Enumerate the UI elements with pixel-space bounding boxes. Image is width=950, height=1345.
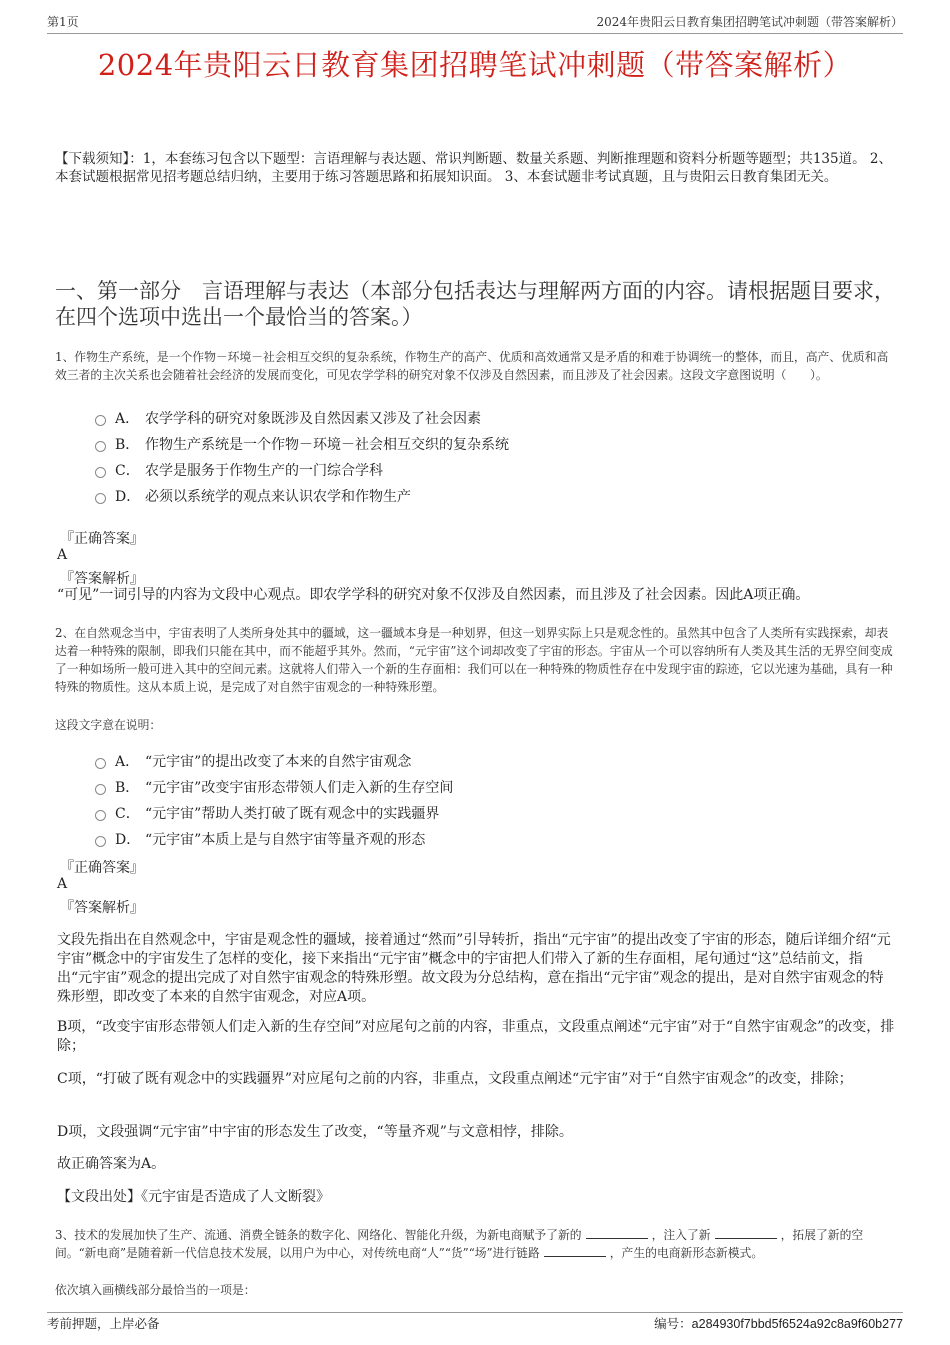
q2-answer-label: 『正确答案』 xyxy=(60,860,144,876)
option-text: 农学是服务于作物生产的一门综合学科 xyxy=(145,463,383,479)
q2-analysis-b: B项，“改变宇宙形态带领人们走入新的生存空间”对应尾句之前的内容，非重点，文段重点阐述“元宇宙”对于“自然宇宙观念”的改变，排除； xyxy=(57,1019,895,1054)
q1-analysis-label: 『答案解析』 xyxy=(60,571,144,587)
option-text: 农学学科的研究对象既涉及自然因素又涉及了社会因素 xyxy=(145,411,481,427)
blank-3[interactable] xyxy=(544,1246,606,1257)
option-letter: D． xyxy=(115,832,141,848)
q1-answer: A xyxy=(57,547,68,563)
q2-analysis-conclusion: 故正确答案为A。 xyxy=(57,1156,166,1172)
q1-option-c[interactable] xyxy=(95,460,383,480)
source-title: 《元宇宙是否造成了人文断裂》 xyxy=(141,1189,330,1205)
option-text: 必须以系统学的观点来认识农学和作物生产 xyxy=(145,489,411,505)
q1-answer-label: 『正确答案』 xyxy=(60,531,144,547)
q2-option-a[interactable] xyxy=(95,751,411,771)
radio-icon[interactable] xyxy=(95,784,106,795)
radio-icon[interactable] xyxy=(95,758,106,769)
option-letter: B． xyxy=(115,780,140,796)
question-3-stem xyxy=(55,1226,895,1262)
page-header xyxy=(47,13,903,34)
question-2-stem: 2、在自然观念当中，宇宙表明了人类所身处其中的疆域，这一疆域本身是一种划界，但这一划界实际上只是观念性的。虽然其中包含了人类所有实践探索，却表达着一种特殊的限制，即我们只能在其中，而不能超乎其外。然而，“元宇宙”这个词却改变了宇宙的形态。宇宙从一个可以容纳所有人类及其生活的无界空间变成了一种如场所一般可进入其中的空间元素。这就将人们带入一个新的生存面相：我们可以在一种特殊的物质性存在中发现宇宙的踪迹，它以光速为基础，具有一种特殊的物质性。这从本质上说，是完成了对自然宇宙观念的一种特殊形塑。 xyxy=(55,626,893,694)
section-heading: 一、第一部分 言语理解与表达（本部分包括表达与理解两方面的内容。请根据题目要求，在四个选项中选出一个最恰当的答案。） xyxy=(55,279,895,329)
notice-text: ：1，本套练习包含以下题型：言语理解与表达题、常识判断题、数量关系题、判断推理题和资料分析题等题型；共135道。 2、本套试题根据常见招考题总结归纳，主要用于练习答题思路和拓展知识面。 3、本套试题非考试真题，且与贵阳云日教育集团无关。 xyxy=(55,151,892,185)
q2-analysis-label: 『答案解析』 xyxy=(60,900,144,916)
q2-option-b[interactable] xyxy=(95,777,453,797)
document-code xyxy=(654,1314,903,1332)
page-footer xyxy=(47,1312,903,1332)
blank-2[interactable] xyxy=(715,1228,777,1239)
download-notice xyxy=(55,150,895,186)
code-label: 编号： xyxy=(654,1316,692,1331)
q2-analysis-main: 文段先指出在自然观念中，宇宙是观念性的疆域，接着通过“然而”引导转折，指出“元宇宙”的提出改变了宇宙的形态，随后详细介绍“元宇宙”概念中的宇宙发生了怎样的变化，接下来指出“元宇宙”概念中的宇宙把人们带入了新的生存面相，尾句通过“这”总结前文，指出“元宇宙”观念的提出完成了对自然宇宙观念的特殊形塑。故文段为分总结构，意在指出“元宇宙”观念的提出，是对自然宇宙观念的特殊形塑，即改变了本来的自然宇宙观念，对应A项。 xyxy=(57,932,891,1005)
radio-icon[interactable] xyxy=(95,836,106,847)
option-text: “元宇宙”帮助人类打破了既有观念中的实践疆界 xyxy=(145,806,440,822)
option-letter: A． xyxy=(115,411,140,427)
option-text: “元宇宙”本质上是与自然宇宙等量齐观的形态 xyxy=(145,832,426,848)
option-text: “元宇宙”的提出改变了本来的自然宇宙观念 xyxy=(145,754,412,770)
q1-analysis: “可见”一词引导的内容为文段中心观点。即农学学科的研究对象不仅涉及自然因素，而且涉及了社会因素。因此A项正确。 xyxy=(57,587,810,603)
q3-stem-part-2: ，注入了新 xyxy=(651,1228,711,1242)
q2-option-d[interactable] xyxy=(95,829,425,849)
radio-icon[interactable] xyxy=(95,441,106,452)
option-letter: B． xyxy=(115,437,140,453)
source-label: 【文段出处】 xyxy=(57,1189,141,1205)
q1-option-a[interactable] xyxy=(95,408,481,428)
q2-analysis-c: C项，“打破了既有观念中的实践疆界”对应尾句之前的内容，非重点，文段重点阐述“元宇宙”对于“自然宇宙观念”的改变，排除； xyxy=(57,1071,853,1087)
blank-1[interactable] xyxy=(586,1228,648,1239)
q3-stem-part-1: 3、技术的发展加快了生产、流通、消费全链条的数字化、网络化、智能化升级，为新电商赋予了新的 xyxy=(55,1228,582,1242)
radio-icon[interactable] xyxy=(95,467,106,478)
q2-analysis-d: D项，文段强调“元宇宙”中宇宙的形态发生了改变，“等量齐观”与文意相悖，排除。 xyxy=(57,1124,573,1140)
option-letter: D． xyxy=(115,489,141,505)
code-value: a284930f7bbd5f6524a92c8a9f60b277 xyxy=(691,1317,903,1331)
radio-icon[interactable] xyxy=(95,493,106,504)
q2-source xyxy=(57,1188,895,1207)
option-letter: C． xyxy=(115,806,140,822)
q2-option-c[interactable] xyxy=(95,803,439,823)
q3-stem-part-3: ，拓展了新的空间。“新电商”是随着新一代信息技术发展，以用户为中心，对传统电商“人”“货”“场”进行链路 xyxy=(55,1228,864,1260)
option-text: 作物生产系统是一个作物－环境－社会相互交织的复杂系统 xyxy=(145,437,509,453)
q3-prompt: 依次填入画横线部分最恰当的一项是： xyxy=(55,1283,256,1297)
option-letter: C． xyxy=(115,463,140,479)
radio-icon[interactable] xyxy=(95,810,106,821)
page-title: 2024年贵阳云日教育集团招聘笔试冲刺题（带答案解析） xyxy=(97,48,853,82)
q1-option-b[interactable] xyxy=(95,434,509,454)
footer-slogan: 考前押题，上岸必备 xyxy=(47,1316,160,1331)
option-text: “元宇宙”改变宇宙形态带领人们走入新的生存空间 xyxy=(145,780,454,796)
q2-answer: A xyxy=(57,876,68,892)
q3-stem-part-4: ，产生的电商新形态新模式。 xyxy=(609,1246,764,1260)
notice-label: 【下载须知】 xyxy=(55,151,130,167)
question-1-stem: 1、作物生产系统，是一个作物－环境－社会相互交织的复杂系统，作物生产的高产、优质和高效通常又是矛盾的和难于协调统一的整体，而且，高产、优质和高效三者的主次关系也会随着社会经济的发展而变化，可见农学学科的研究对象不仅涉及自然因素，而且涉及了社会因素。这段文字意图说明（ ）。 xyxy=(55,350,889,382)
q1-option-d[interactable] xyxy=(95,486,411,506)
q2-prompt: 这段文字意在说明： xyxy=(55,718,162,732)
option-letter: A． xyxy=(115,754,140,770)
header-doc-title: 2024年贵阳云日教育集团招聘笔试冲刺题（带答案解析） xyxy=(596,15,903,29)
radio-icon[interactable] xyxy=(95,415,106,426)
page-number: 第1页 xyxy=(47,15,79,29)
